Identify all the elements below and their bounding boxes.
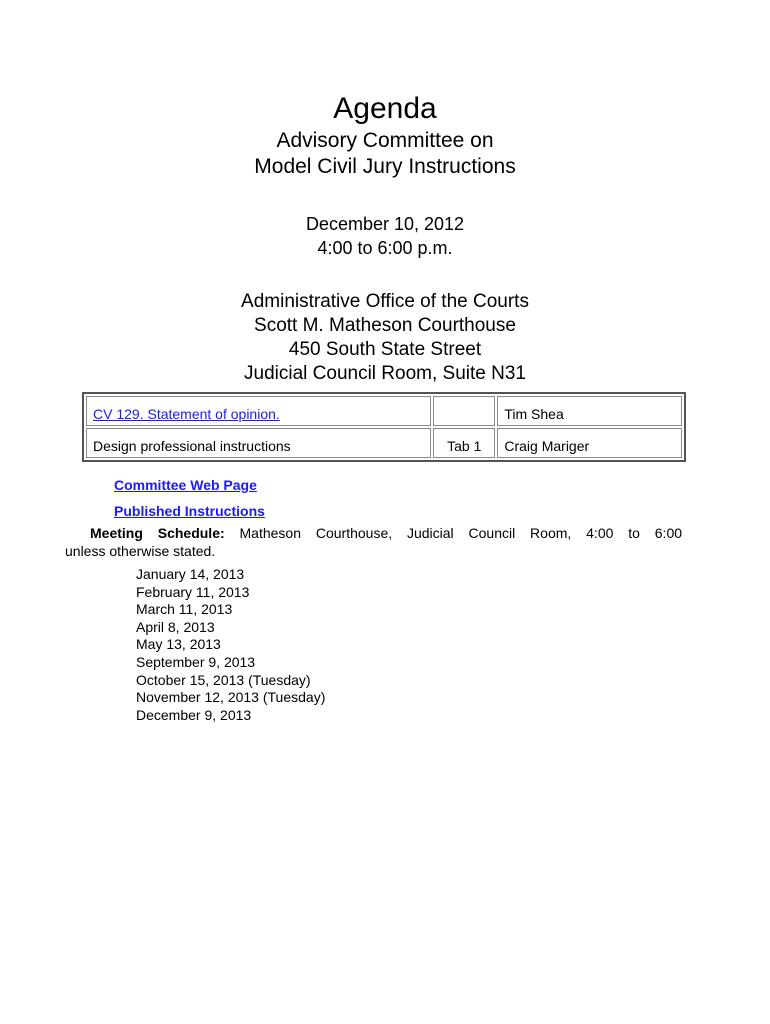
meeting-location <box>0 290 770 386</box>
list-item: February 11, 2013 <box>136 583 250 600</box>
list-item: November 12, 2013 (Tuesday) <box>136 689 326 706</box>
page-title: Agenda <box>333 92 437 125</box>
table-row <box>86 428 682 458</box>
schedule-description: Matheson Courthouse, Judicial Council Room, 4:00 to 6:00 <box>239 525 683 541</box>
meeting-schedule <box>65 524 683 560</box>
agenda-presenter-cell: Craig Mariger <box>497 428 682 458</box>
published-instructions-link[interactable]: Published Instructions <box>114 503 265 519</box>
list-item: January 14, 2013 <box>136 566 245 582</box>
schedule-description-continued: unless otherwise stated. <box>65 543 216 559</box>
committee-name <box>0 128 770 180</box>
list-item: May 13, 2013 <box>136 636 221 653</box>
agenda-item-cell <box>86 396 431 426</box>
subtitle-line: Model Civil Jury Instructions <box>254 155 516 178</box>
location-line: Scott M. Matheson Courthouse <box>254 315 516 336</box>
meeting-datetime <box>0 212 770 260</box>
agenda-tab-cell: Tab 1 <box>433 428 495 458</box>
committee-web-page-link[interactable]: Committee Web Page <box>114 477 257 493</box>
list-item: December 9, 2013 <box>136 706 252 723</box>
list-item: October 15, 2013 (Tuesday) <box>136 671 311 688</box>
location-line: 450 South State Street <box>288 339 482 360</box>
committee-links <box>114 472 265 524</box>
meeting-date: December 10, 2012 <box>305 214 465 234</box>
list-item: September 9, 2013 <box>136 653 256 670</box>
location-line: Administrative Office of the Courts <box>241 291 529 312</box>
schedule-label: Meeting Schedule: <box>90 525 225 541</box>
meeting-time: 4:00 to 6:00 p.m. <box>317 238 453 258</box>
agenda-table <box>82 392 686 462</box>
table-row <box>86 396 682 426</box>
list-item: April 8, 2013 <box>136 618 215 635</box>
location-line: Judicial Council Room, Suite N31 <box>244 363 526 384</box>
agenda-tab-cell <box>433 396 495 426</box>
schedule-dates-list <box>136 566 325 724</box>
agenda-item-cell: Design professional instructions <box>86 428 431 458</box>
subtitle-line: Advisory Committee on <box>276 129 494 152</box>
agenda-presenter-cell: Tim Shea <box>497 396 682 426</box>
list-item: March 11, 2013 <box>136 601 233 618</box>
agenda-item-link[interactable]: CV 129. Statement of opinion. <box>93 406 280 422</box>
